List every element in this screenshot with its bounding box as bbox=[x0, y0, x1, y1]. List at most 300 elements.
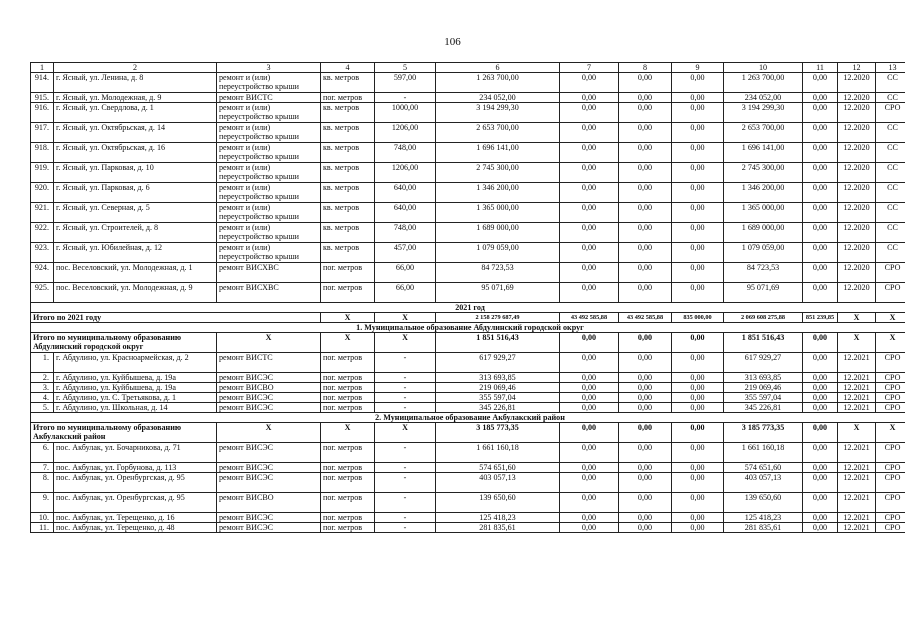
value-cell: 313 693,85 bbox=[436, 373, 560, 383]
total-value: 0,00 bbox=[619, 423, 672, 443]
row-number: 924. bbox=[31, 263, 54, 283]
value-cell: 313 693,85 bbox=[724, 373, 803, 383]
value-cell: СРО bbox=[876, 353, 905, 373]
total-label: Итого по муниципальному образованию Абдулинский городской округ bbox=[31, 333, 217, 353]
work-type-cell: ремонт и (или) переустройство крыши bbox=[217, 73, 321, 93]
table-row bbox=[31, 93, 905, 103]
value-cell: 12.2020 bbox=[838, 73, 876, 93]
table-row bbox=[31, 103, 905, 123]
address-cell: г. Абдулино, ул. Куйбышева, д. 19а bbox=[54, 383, 217, 393]
value-cell: СРО bbox=[876, 523, 905, 533]
value-cell: СС bbox=[876, 223, 905, 243]
value-cell: 12.2021 bbox=[838, 493, 876, 513]
value-cell: 139 650,60 bbox=[724, 493, 803, 513]
total-value: 0,00 bbox=[672, 423, 724, 443]
value-cell: 0,00 bbox=[672, 203, 724, 223]
work-type-cell: ремонт ВИСЭС bbox=[217, 443, 321, 463]
address-cell: пос. Акбулак, ул. Терещенко, д. 16 bbox=[54, 513, 217, 523]
quantity-cell: 597,00 bbox=[375, 73, 436, 93]
value-cell: 0,00 bbox=[803, 493, 838, 513]
value-cell: 0,00 bbox=[672, 403, 724, 413]
unit-cell: кв. метров bbox=[321, 73, 375, 93]
quantity-cell: - bbox=[375, 523, 436, 533]
year-title-text: 2021 год bbox=[31, 303, 905, 313]
unit-cell: пог. метров bbox=[321, 383, 375, 393]
value-cell: 0,00 bbox=[560, 463, 619, 473]
unit-cell: пог. метров bbox=[321, 403, 375, 413]
work-type-cell: ремонт и (или) переустройство крыши bbox=[217, 123, 321, 143]
value-cell: 1 365 000,00 bbox=[436, 203, 560, 223]
quantity-cell: - bbox=[375, 473, 436, 493]
row-number: 9. bbox=[31, 493, 54, 513]
row-number: 921. bbox=[31, 203, 54, 223]
value-cell: 12.2021 bbox=[838, 353, 876, 373]
table-row bbox=[31, 403, 905, 413]
value-cell: 0,00 bbox=[672, 223, 724, 243]
value-cell: 1 365 000,00 bbox=[724, 203, 803, 223]
work-type-cell: ремонт и (или) переустройство крыши bbox=[217, 103, 321, 123]
table-row bbox=[31, 143, 905, 163]
value-cell: 12.2020 bbox=[838, 243, 876, 263]
total-value: 43 492 585,88 bbox=[619, 313, 672, 323]
municipality-title-text: 1. Муниципальное образование Абдулинский городской округ bbox=[31, 323, 905, 333]
value-cell: 0,00 bbox=[803, 163, 838, 183]
column-number-header: 11 bbox=[803, 63, 838, 73]
quantity-cell: - bbox=[375, 393, 436, 403]
total-value: 0,00 bbox=[803, 423, 838, 443]
value-cell: СРО bbox=[876, 493, 905, 513]
value-cell: 0,00 bbox=[619, 263, 672, 283]
value-cell: 0,00 bbox=[560, 493, 619, 513]
quantity-cell: - bbox=[375, 443, 436, 463]
total-value: 0,00 bbox=[619, 333, 672, 353]
row-number: 915. bbox=[31, 93, 54, 103]
unit-cell: пог. метров bbox=[321, 93, 375, 103]
address-cell: г. Ясный, ул. Парковая, д. 6 bbox=[54, 183, 217, 203]
value-cell: 281 835,61 bbox=[436, 523, 560, 533]
value-cell: 0,00 bbox=[803, 223, 838, 243]
x-mark: X bbox=[838, 313, 876, 323]
value-cell: 234 052,00 bbox=[436, 93, 560, 103]
value-cell: 0,00 bbox=[560, 73, 619, 93]
address-cell: г. Ясный, ул. Парковая, д. 10 bbox=[54, 163, 217, 183]
value-cell: 234 052,00 bbox=[724, 93, 803, 103]
value-cell: 0,00 bbox=[803, 123, 838, 143]
address-cell: г. Ясный, ул. Строителей, д. 8 bbox=[54, 223, 217, 243]
value-cell: 0,00 bbox=[803, 103, 838, 123]
value-cell: 0,00 bbox=[672, 443, 724, 463]
value-cell: 0,00 bbox=[672, 283, 724, 303]
value-cell: СС bbox=[876, 93, 905, 103]
total-value: 2 069 608 275,88 bbox=[724, 313, 803, 323]
value-cell: 0,00 bbox=[803, 93, 838, 103]
value-cell: СС bbox=[876, 203, 905, 223]
value-cell: 0,00 bbox=[619, 443, 672, 463]
value-cell: 0,00 bbox=[672, 103, 724, 123]
table-row bbox=[31, 243, 905, 263]
value-cell: 0,00 bbox=[560, 123, 619, 143]
value-cell: 403 057,13 bbox=[724, 473, 803, 493]
value-cell: 0,00 bbox=[803, 183, 838, 203]
row-number: 6. bbox=[31, 443, 54, 463]
value-cell: 0,00 bbox=[672, 373, 724, 383]
value-cell: 0,00 bbox=[672, 183, 724, 203]
column-number-header: 5 bbox=[375, 63, 436, 73]
address-cell: пос. Акбулак, ул. Горбунова, д. 113 bbox=[54, 463, 217, 473]
value-cell: 1 079 059,00 bbox=[724, 243, 803, 263]
address-cell: г. Ясный, ул. Октябрьская, д. 14 bbox=[54, 123, 217, 143]
unit-cell: кв. метров bbox=[321, 123, 375, 143]
value-cell: 281 835,61 bbox=[724, 523, 803, 533]
work-type-cell: ремонт ВИСЭС bbox=[217, 463, 321, 473]
value-cell: 0,00 bbox=[672, 383, 724, 393]
column-number-header: 3 bbox=[217, 63, 321, 73]
value-cell: 1 689 000,00 bbox=[724, 223, 803, 243]
value-cell: 345 226,81 bbox=[724, 403, 803, 413]
quantity-cell: 748,00 bbox=[375, 223, 436, 243]
value-cell: 0,00 bbox=[803, 73, 838, 93]
table-row bbox=[31, 123, 905, 143]
row-number: 11. bbox=[31, 523, 54, 533]
value-cell: СС bbox=[876, 123, 905, 143]
value-cell: 0,00 bbox=[619, 103, 672, 123]
value-cell: 12.2020 bbox=[838, 263, 876, 283]
value-cell: СРО bbox=[876, 103, 905, 123]
value-cell: 0,00 bbox=[560, 513, 619, 523]
value-cell: 0,00 bbox=[803, 263, 838, 283]
value-cell: 84 723,53 bbox=[724, 263, 803, 283]
unit-cell: пог. метров bbox=[321, 473, 375, 493]
value-cell: 1 661 160,18 bbox=[724, 443, 803, 463]
value-cell: 0,00 bbox=[560, 283, 619, 303]
address-cell: г. Абдулино, ул. Красноармейская, д. 2 bbox=[54, 353, 217, 373]
address-cell: г. Абдулино, ул. С. Третьякова, д. 1 bbox=[54, 393, 217, 403]
value-cell: 125 418,23 bbox=[724, 513, 803, 523]
value-cell: 219 069,46 bbox=[724, 383, 803, 393]
total-value: 2 158 279 687,49 bbox=[436, 313, 560, 323]
table-row bbox=[31, 513, 905, 523]
column-number-header: 12 bbox=[838, 63, 876, 73]
work-type-cell: ремонт и (или) переустройство крыши bbox=[217, 203, 321, 223]
value-cell: СРО bbox=[876, 403, 905, 413]
table-row bbox=[31, 393, 905, 403]
value-cell: 2 653 700,00 bbox=[436, 123, 560, 143]
value-cell: 355 597,04 bbox=[436, 393, 560, 403]
value-cell: 0,00 bbox=[619, 243, 672, 263]
quantity-cell: 1206,00 bbox=[375, 163, 436, 183]
quantity-cell: - bbox=[375, 353, 436, 373]
unit-cell: пог. метров bbox=[321, 513, 375, 523]
table-row bbox=[31, 443, 905, 463]
address-cell: г. Ясный, ул. Молодежная, д. 9 bbox=[54, 93, 217, 103]
value-cell: 12.2021 bbox=[838, 373, 876, 383]
row-number: 918. bbox=[31, 143, 54, 163]
unit-cell: кв. метров bbox=[321, 163, 375, 183]
x-mark: X bbox=[321, 423, 375, 443]
total-value: 3 185 773,35 bbox=[436, 423, 560, 443]
value-cell: 0,00 bbox=[619, 183, 672, 203]
work-type-cell: ремонт ВИСЭС bbox=[217, 373, 321, 383]
work-type-cell: ремонт ВИСВО bbox=[217, 383, 321, 393]
value-cell: 0,00 bbox=[672, 263, 724, 283]
value-cell: 403 057,13 bbox=[436, 473, 560, 493]
work-type-cell: ремонт и (или) переустройство крыши bbox=[217, 143, 321, 163]
total-2021-row bbox=[31, 313, 905, 323]
value-cell: СРО bbox=[876, 393, 905, 403]
x-mark: X bbox=[876, 423, 905, 443]
x-mark: X bbox=[217, 333, 321, 353]
value-cell: 12.2020 bbox=[838, 283, 876, 303]
column-number-header: 8 bbox=[619, 63, 672, 73]
value-cell: СРО bbox=[876, 283, 905, 303]
value-cell: СРО bbox=[876, 463, 905, 473]
unit-cell: пог. метров bbox=[321, 523, 375, 533]
value-cell: 125 418,23 bbox=[436, 513, 560, 523]
total-value: 1 851 516,43 bbox=[724, 333, 803, 353]
work-type-cell: ремонт и (или) переустройство крыши bbox=[217, 183, 321, 203]
value-cell: 0,00 bbox=[672, 143, 724, 163]
value-cell: 1 346 200,00 bbox=[436, 183, 560, 203]
value-cell: 1 263 700,00 bbox=[436, 73, 560, 93]
value-cell: 1 661 160,18 bbox=[436, 443, 560, 463]
value-cell: 0,00 bbox=[560, 103, 619, 123]
value-cell: 0,00 bbox=[619, 353, 672, 373]
value-cell: 0,00 bbox=[560, 473, 619, 493]
value-cell: 95 071,69 bbox=[724, 283, 803, 303]
value-cell: 0,00 bbox=[619, 373, 672, 383]
value-cell: 0,00 bbox=[803, 403, 838, 413]
value-cell: 0,00 bbox=[672, 523, 724, 533]
value-cell: 12.2020 bbox=[838, 123, 876, 143]
x-mark: X bbox=[217, 423, 321, 443]
total-value: 1 851 516,43 bbox=[436, 333, 560, 353]
value-cell: 0,00 bbox=[803, 243, 838, 263]
address-cell: г. Ясный, ул. Ленина, д. 8 bbox=[54, 73, 217, 93]
row-number: 916. bbox=[31, 103, 54, 123]
value-cell: 12.2021 bbox=[838, 443, 876, 463]
value-cell: 12.2020 bbox=[838, 223, 876, 243]
value-cell: 0,00 bbox=[560, 393, 619, 403]
unit-cell: пог. метров bbox=[321, 283, 375, 303]
unit-cell: пог. метров bbox=[321, 393, 375, 403]
x-mark: X bbox=[375, 313, 436, 323]
value-cell: 0,00 bbox=[672, 493, 724, 513]
quantity-cell: 457,00 bbox=[375, 243, 436, 263]
table-row bbox=[31, 373, 905, 383]
quantity-cell: - bbox=[375, 373, 436, 383]
work-type-cell: ремонт ВИСЭС bbox=[217, 403, 321, 413]
quantity-cell: - bbox=[375, 383, 436, 393]
total-value: 3 185 773,35 bbox=[724, 423, 803, 443]
unit-cell: кв. метров bbox=[321, 103, 375, 123]
value-cell: 12.2021 bbox=[838, 463, 876, 473]
value-cell: 0,00 bbox=[803, 143, 838, 163]
column-number-header: 6 bbox=[436, 63, 560, 73]
table-row bbox=[31, 163, 905, 183]
value-cell: 0,00 bbox=[619, 403, 672, 413]
row-number: 7. bbox=[31, 463, 54, 473]
work-type-cell: ремонт ВИСТС bbox=[217, 93, 321, 103]
work-type-cell: ремонт ВИСЭС bbox=[217, 393, 321, 403]
address-cell: г. Ясный, ул. Северная, д. 5 bbox=[54, 203, 217, 223]
value-cell: 0,00 bbox=[619, 93, 672, 103]
row-number: 919. bbox=[31, 163, 54, 183]
unit-cell: кв. метров bbox=[321, 203, 375, 223]
value-cell: 0,00 bbox=[560, 243, 619, 263]
value-cell: 0,00 bbox=[803, 473, 838, 493]
value-cell: СС bbox=[876, 163, 905, 183]
total-value: 835 000,00 bbox=[672, 313, 724, 323]
value-cell: 0,00 bbox=[672, 163, 724, 183]
value-cell: 1 696 141,00 bbox=[436, 143, 560, 163]
x-mark: X bbox=[375, 333, 436, 353]
row-number: 3. bbox=[31, 383, 54, 393]
table-row bbox=[31, 353, 905, 373]
capital-repair-table bbox=[30, 62, 905, 533]
header-row bbox=[31, 63, 905, 73]
value-cell: 0,00 bbox=[803, 353, 838, 373]
value-cell: 1 346 200,00 bbox=[724, 183, 803, 203]
value-cell: 84 723,53 bbox=[436, 263, 560, 283]
table-row bbox=[31, 283, 905, 303]
value-cell: 0,00 bbox=[803, 283, 838, 303]
value-cell: 219 069,46 bbox=[436, 383, 560, 393]
value-cell: 0,00 bbox=[560, 403, 619, 413]
value-cell: 574 651,60 bbox=[436, 463, 560, 473]
value-cell: 617 929,27 bbox=[436, 353, 560, 373]
work-type-cell: ремонт и (или) переустройство крыши bbox=[217, 223, 321, 243]
value-cell: 0,00 bbox=[672, 473, 724, 493]
value-cell: 0,00 bbox=[803, 203, 838, 223]
quantity-cell: 640,00 bbox=[375, 203, 436, 223]
quantity-cell: - bbox=[375, 493, 436, 513]
address-cell: г. Абдулино, ул. Школьная, д. 14 bbox=[54, 403, 217, 413]
value-cell: 0,00 bbox=[619, 123, 672, 143]
value-cell: 355 597,04 bbox=[724, 393, 803, 403]
row-number: 4. bbox=[31, 393, 54, 403]
unit-cell: пог. метров bbox=[321, 463, 375, 473]
address-cell: пос. Веселовский, ул. Молодежная, д. 1 bbox=[54, 263, 217, 283]
value-cell: 0,00 bbox=[803, 513, 838, 523]
row-number: 1. bbox=[31, 353, 54, 373]
row-number: 920. bbox=[31, 183, 54, 203]
value-cell: 3 194 299,30 bbox=[724, 103, 803, 123]
value-cell: 139 650,60 bbox=[436, 493, 560, 513]
page-number: 106 bbox=[444, 36, 461, 48]
value-cell: 0,00 bbox=[619, 283, 672, 303]
value-cell: 0,00 bbox=[803, 393, 838, 403]
total-value: 851 239,85 bbox=[803, 313, 838, 323]
unit-cell: кв. метров bbox=[321, 243, 375, 263]
table-row bbox=[31, 383, 905, 393]
value-cell: 0,00 bbox=[672, 73, 724, 93]
table-row bbox=[31, 203, 905, 223]
work-type-cell: ремонт и (или) переустройство крыши bbox=[217, 243, 321, 263]
value-cell: 0,00 bbox=[619, 473, 672, 493]
value-cell: 0,00 bbox=[619, 203, 672, 223]
value-cell: 0,00 bbox=[619, 223, 672, 243]
work-type-cell: ремонт ВИСЭС bbox=[217, 513, 321, 523]
mo2-total-row bbox=[31, 423, 905, 443]
table-row bbox=[31, 493, 905, 513]
value-cell: 0,00 bbox=[803, 463, 838, 473]
quantity-cell: 640,00 bbox=[375, 183, 436, 203]
value-cell: 12.2021 bbox=[838, 393, 876, 403]
work-type-cell: ремонт ВИСВО bbox=[217, 493, 321, 513]
table-row bbox=[31, 473, 905, 493]
column-number-header: 13 bbox=[876, 63, 905, 73]
value-cell: 0,00 bbox=[672, 123, 724, 143]
value-cell: СРО bbox=[876, 373, 905, 383]
row-number: 917. bbox=[31, 123, 54, 143]
value-cell: 0,00 bbox=[560, 523, 619, 533]
value-cell: 0,00 bbox=[672, 243, 724, 263]
value-cell: 1 079 059,00 bbox=[436, 243, 560, 263]
total-value: 0,00 bbox=[803, 333, 838, 353]
value-cell: СС bbox=[876, 73, 905, 93]
value-cell: 0,00 bbox=[560, 223, 619, 243]
value-cell: 1 689 000,00 bbox=[436, 223, 560, 243]
column-number-header: 2 bbox=[54, 63, 217, 73]
total-value: 0,00 bbox=[560, 333, 619, 353]
row-number: 923. bbox=[31, 243, 54, 263]
total-label: Итого по муниципальному образованию Акбулакский район bbox=[31, 423, 217, 443]
value-cell: 0,00 bbox=[560, 383, 619, 393]
value-cell: 0,00 bbox=[803, 443, 838, 463]
quantity-cell: - bbox=[375, 463, 436, 473]
row-number: 5. bbox=[31, 403, 54, 413]
value-cell: 0,00 bbox=[619, 163, 672, 183]
x-mark: X bbox=[876, 313, 905, 323]
work-type-cell: ремонт ВИСТС bbox=[217, 353, 321, 373]
municipality-title-text: 2. Муниципальное образование Акбулакский район bbox=[31, 413, 905, 423]
value-cell: 617 929,27 bbox=[724, 353, 803, 373]
value-cell: 12.2020 bbox=[838, 143, 876, 163]
value-cell: 3 194 299,30 bbox=[436, 103, 560, 123]
value-cell: 12.2021 bbox=[838, 513, 876, 523]
value-cell: 12.2020 bbox=[838, 93, 876, 103]
value-cell: 0,00 bbox=[672, 393, 724, 403]
x-mark: X bbox=[838, 333, 876, 353]
column-number-header: 10 bbox=[724, 63, 803, 73]
value-cell: 1 696 141,00 bbox=[724, 143, 803, 163]
value-cell: 1 263 700,00 bbox=[724, 73, 803, 93]
value-cell: 0,00 bbox=[560, 203, 619, 223]
x-mark: X bbox=[375, 423, 436, 443]
value-cell: 2 745 300,00 bbox=[436, 163, 560, 183]
value-cell: 2 653 700,00 bbox=[724, 123, 803, 143]
value-cell: 0,00 bbox=[560, 263, 619, 283]
x-mark: X bbox=[321, 313, 375, 323]
work-type-cell: ремонт ВИСЭС bbox=[217, 473, 321, 493]
address-cell: пос. Веселовский, ул. Молодежная, д. 9 bbox=[54, 283, 217, 303]
value-cell: 0,00 bbox=[560, 163, 619, 183]
table-row bbox=[31, 463, 905, 473]
value-cell: 0,00 bbox=[560, 353, 619, 373]
unit-cell: пог. метров bbox=[321, 443, 375, 463]
value-cell: 12.2021 bbox=[838, 473, 876, 493]
column-number-header: 9 bbox=[672, 63, 724, 73]
work-type-cell: ремонт и (или) переустройство крыши bbox=[217, 163, 321, 183]
table-row bbox=[31, 223, 905, 243]
column-number-header: 4 bbox=[321, 63, 375, 73]
unit-cell: кв. метров bbox=[321, 183, 375, 203]
value-cell: 0,00 bbox=[803, 383, 838, 393]
work-type-cell: ремонт ВИСХВС bbox=[217, 263, 321, 283]
value-cell: 0,00 bbox=[560, 373, 619, 383]
value-cell: 0,00 bbox=[560, 93, 619, 103]
table-body bbox=[31, 63, 905, 533]
